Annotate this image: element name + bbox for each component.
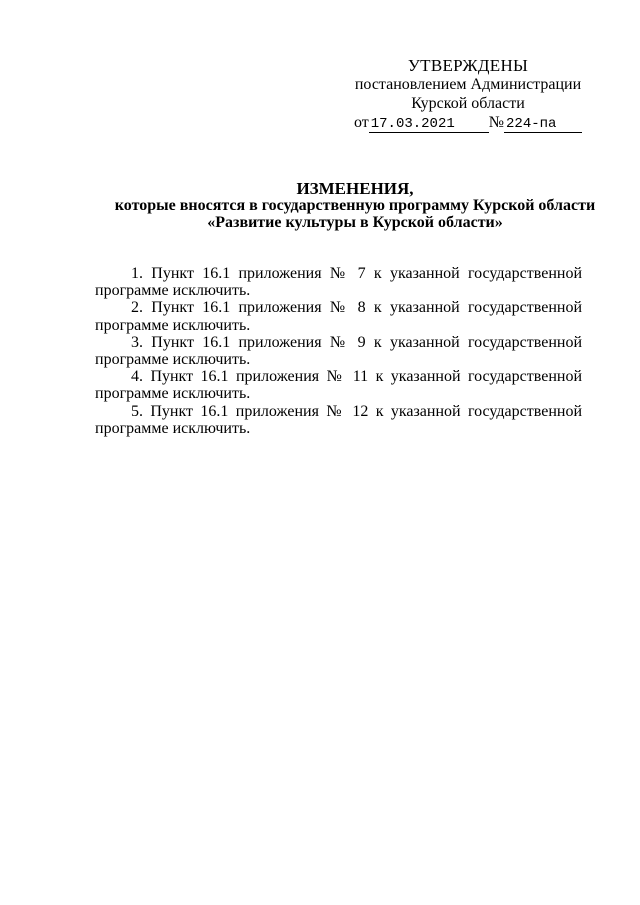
list-item bbox=[95, 368, 582, 402]
number-prefix: № bbox=[488, 114, 505, 131]
list-item bbox=[95, 403, 582, 437]
changes-list bbox=[95, 265, 582, 437]
heading-title: ИЗМЕНЕНИЯ, bbox=[296, 179, 414, 198]
list-item-line-1: 5. Пункт 16.1 приложения № 12 к указанной государственной bbox=[131, 402, 582, 420]
approval-number: 224-па bbox=[504, 116, 582, 133]
approval-date-line bbox=[350, 113, 586, 133]
heading-program: «Развитие культуры в Курской области» bbox=[207, 214, 503, 231]
list-item bbox=[95, 265, 582, 299]
list-item-line-1: 2. Пункт 16.1 приложения № 8 к указанной государственной bbox=[131, 299, 582, 317]
list-item-line-2: программе исключить. bbox=[95, 351, 251, 369]
date-prefix: от bbox=[353, 114, 369, 131]
list-item-line-1: 3. Пункт 16.1 приложения № 9 к указанной государственной bbox=[131, 333, 582, 351]
document-heading bbox=[60, 180, 640, 231]
approval-stamp bbox=[350, 56, 586, 133]
list-item-line-1: 1. Пункт 16.1 приложения № 7 к указанной государственной bbox=[131, 265, 582, 282]
list-item-line-2: программе исключить. bbox=[95, 282, 251, 300]
approval-line-2: Курской области bbox=[411, 95, 525, 112]
list-item-line-2: программе исключить. bbox=[95, 385, 251, 403]
list-item bbox=[95, 334, 582, 368]
approval-line-1: постановлением Администрации bbox=[354, 76, 582, 93]
list-item bbox=[95, 299, 582, 333]
approval-title: УТВЕРЖДЕНЫ bbox=[407, 56, 529, 75]
list-item-line-2: программе исключить. bbox=[95, 419, 251, 437]
approval-date: 17.03.2021 bbox=[369, 116, 489, 133]
list-item-line-2: программе исключить. bbox=[95, 316, 251, 334]
list-item-line-1: 4. Пункт 16.1 приложения № 11 к указанной государственной bbox=[131, 368, 582, 386]
heading-subtitle: которые вносятся в государственную программу Курской области bbox=[114, 197, 596, 214]
